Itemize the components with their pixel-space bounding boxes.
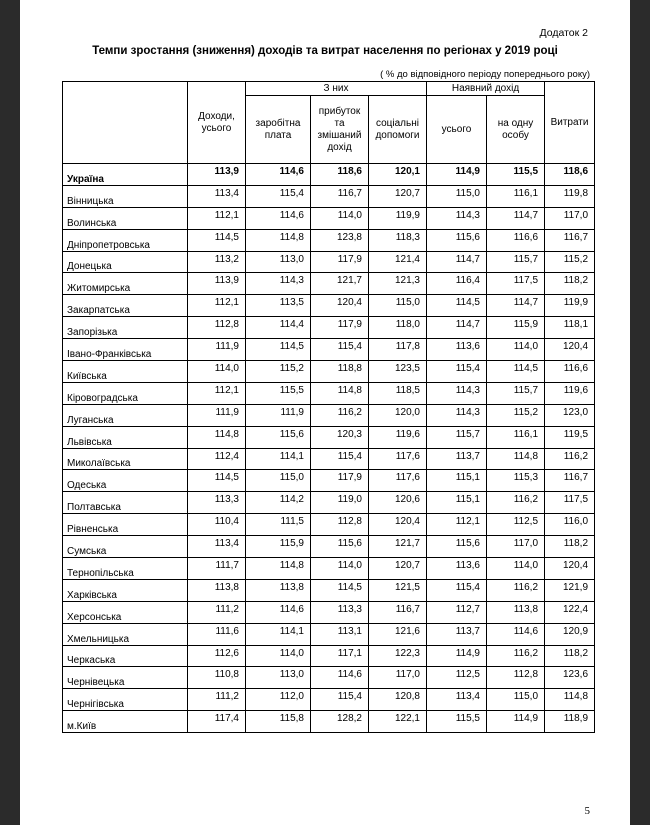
value-cell: 114,4 xyxy=(246,317,311,339)
value-cell: 116,7 xyxy=(545,229,595,251)
value-cell: 117,0 xyxy=(369,667,427,689)
value-cell: 116,1 xyxy=(487,185,545,207)
value-cell: 115,2 xyxy=(487,404,545,426)
value-cell: 113,7 xyxy=(427,623,487,645)
value-cell: 113,8 xyxy=(188,579,246,601)
value-cell: 120,4 xyxy=(369,514,427,536)
value-cell: 114,0 xyxy=(246,645,311,667)
value-cell: 114,7 xyxy=(427,317,487,339)
header-profit: прибуток та змішаний дохід xyxy=(311,96,369,164)
value-cell: 115,0 xyxy=(246,470,311,492)
value-cell: 111,5 xyxy=(246,514,311,536)
table-row xyxy=(63,207,595,229)
table-row xyxy=(63,667,595,689)
table-row xyxy=(63,514,595,536)
value-cell: 120,0 xyxy=(369,404,427,426)
header-wages: заробітна плата xyxy=(246,96,311,164)
value-cell: 115,7 xyxy=(427,426,487,448)
value-cell: 120,7 xyxy=(369,558,427,580)
value-cell: 118,6 xyxy=(545,164,595,186)
value-cell: 114,9 xyxy=(487,711,545,733)
region-name: м.Київ xyxy=(63,711,188,733)
table-row xyxy=(63,382,595,404)
value-cell: 115,5 xyxy=(427,711,487,733)
region-name: Київська xyxy=(63,361,188,383)
units-note: ( % до відповідного періоду попереднього року) xyxy=(380,69,590,80)
value-cell: 113,2 xyxy=(188,251,246,273)
value-cell: 116,2 xyxy=(545,448,595,470)
header-disposable-income: Наявний дохід xyxy=(427,82,545,96)
value-cell: 115,3 xyxy=(487,470,545,492)
value-cell: 120,8 xyxy=(369,689,427,711)
value-cell: 115,1 xyxy=(427,470,487,492)
value-cell: 114,5 xyxy=(188,470,246,492)
value-cell: 123,0 xyxy=(545,404,595,426)
value-cell: 118,2 xyxy=(545,273,595,295)
value-cell: 120,4 xyxy=(311,295,369,317)
value-cell: 112,1 xyxy=(188,207,246,229)
value-cell: 116,0 xyxy=(545,514,595,536)
value-cell: 113,6 xyxy=(427,339,487,361)
value-cell: 115,7 xyxy=(487,382,545,404)
value-cell: 113,8 xyxy=(487,601,545,623)
region-name: Запорізька xyxy=(63,317,188,339)
value-cell: 111,9 xyxy=(188,339,246,361)
value-cell: 115,0 xyxy=(369,295,427,317)
value-cell: 114,8 xyxy=(246,558,311,580)
table-row xyxy=(63,295,595,317)
region-name: Житомирська xyxy=(63,273,188,295)
value-cell: 121,7 xyxy=(369,536,427,558)
value-cell: 123,6 xyxy=(545,667,595,689)
value-cell: 118,5 xyxy=(369,382,427,404)
value-cell: 118,1 xyxy=(545,317,595,339)
value-cell: 111,9 xyxy=(246,404,311,426)
table-body xyxy=(63,164,595,733)
value-cell: 113,3 xyxy=(188,492,246,514)
value-cell: 116,7 xyxy=(311,185,369,207)
value-cell: 116,7 xyxy=(369,601,427,623)
value-cell: 114,3 xyxy=(427,207,487,229)
value-cell: 114,1 xyxy=(246,448,311,470)
regional-income-table xyxy=(62,81,595,733)
table-row xyxy=(63,492,595,514)
value-cell: 114,5 xyxy=(246,339,311,361)
value-cell: 128,2 xyxy=(311,711,369,733)
value-cell: 121,9 xyxy=(545,579,595,601)
value-cell: 112,7 xyxy=(427,601,487,623)
value-cell: 117,0 xyxy=(487,536,545,558)
value-cell: 114,1 xyxy=(246,623,311,645)
value-cell: 112,0 xyxy=(246,689,311,711)
value-cell: 114,2 xyxy=(246,492,311,514)
region-name: Івано-Франківська xyxy=(63,339,188,361)
value-cell: 115,7 xyxy=(487,251,545,273)
value-cell: 119,9 xyxy=(369,207,427,229)
value-cell: 113,4 xyxy=(188,185,246,207)
value-cell: 113,6 xyxy=(427,558,487,580)
value-cell: 114,8 xyxy=(487,448,545,470)
value-cell: 115,9 xyxy=(487,317,545,339)
value-cell: 119,6 xyxy=(369,426,427,448)
value-cell: 114,0 xyxy=(188,361,246,383)
table-row xyxy=(63,558,595,580)
value-cell: 122,4 xyxy=(545,601,595,623)
value-cell: 115,4 xyxy=(311,689,369,711)
region-name: Тернопільська xyxy=(63,558,188,580)
value-cell: 114,6 xyxy=(246,207,311,229)
header-region xyxy=(63,82,188,164)
value-cell: 115,6 xyxy=(246,426,311,448)
value-cell: 117,6 xyxy=(369,448,427,470)
value-cell: 120,4 xyxy=(545,339,595,361)
value-cell: 117,9 xyxy=(311,317,369,339)
table-row xyxy=(63,689,595,711)
value-cell: 115,1 xyxy=(427,492,487,514)
value-cell: 115,0 xyxy=(487,689,545,711)
value-cell: 118,6 xyxy=(311,164,369,186)
value-cell: 114,7 xyxy=(487,207,545,229)
value-cell: 115,4 xyxy=(311,448,369,470)
value-cell: 115,4 xyxy=(427,361,487,383)
value-cell: 121,7 xyxy=(311,273,369,295)
value-cell: 115,4 xyxy=(246,185,311,207)
table-row xyxy=(63,645,595,667)
value-cell: 114,9 xyxy=(427,645,487,667)
value-cell: 113,9 xyxy=(188,273,246,295)
value-cell: 112,4 xyxy=(188,448,246,470)
region-name: Кіровоградська xyxy=(63,382,188,404)
document-page xyxy=(20,0,630,825)
table-row xyxy=(63,251,595,273)
value-cell: 110,8 xyxy=(188,667,246,689)
value-cell: 120,9 xyxy=(545,623,595,645)
value-cell: 119,9 xyxy=(545,295,595,317)
table-row xyxy=(63,317,595,339)
header-expenses: Витрати xyxy=(545,82,595,164)
value-cell: 117,1 xyxy=(311,645,369,667)
value-cell: 119,6 xyxy=(545,382,595,404)
region-name: Харківська xyxy=(63,579,188,601)
value-cell: 111,7 xyxy=(188,558,246,580)
value-cell: 112,5 xyxy=(427,667,487,689)
value-cell: 114,3 xyxy=(246,273,311,295)
table-row xyxy=(63,361,595,383)
value-cell: 114,6 xyxy=(487,623,545,645)
value-cell: 114,6 xyxy=(246,601,311,623)
table-row xyxy=(63,711,595,733)
region-name: Вінницька xyxy=(63,185,188,207)
value-cell: 119,8 xyxy=(545,185,595,207)
value-cell: 118,3 xyxy=(369,229,427,251)
value-cell: 114,3 xyxy=(427,382,487,404)
table-row xyxy=(63,579,595,601)
value-cell: 115,0 xyxy=(427,185,487,207)
header-disposable-total: усього xyxy=(427,96,487,164)
value-cell: 122,1 xyxy=(369,711,427,733)
value-cell: 114,7 xyxy=(427,251,487,273)
value-cell: 114,3 xyxy=(427,404,487,426)
value-cell: 121,5 xyxy=(369,579,427,601)
region-name: Рівненська xyxy=(63,514,188,536)
value-cell: 114,0 xyxy=(311,207,369,229)
region-name: Волинська xyxy=(63,207,188,229)
value-cell: 114,0 xyxy=(487,558,545,580)
value-cell: 115,4 xyxy=(311,339,369,361)
value-cell: 112,8 xyxy=(188,317,246,339)
value-cell: 115,6 xyxy=(427,229,487,251)
value-cell: 116,2 xyxy=(487,492,545,514)
value-cell: 115,4 xyxy=(427,579,487,601)
value-cell: 114,5 xyxy=(188,229,246,251)
value-cell: 114,5 xyxy=(311,579,369,601)
value-cell: 113,3 xyxy=(311,601,369,623)
value-cell: 110,4 xyxy=(188,514,246,536)
value-cell: 120,1 xyxy=(369,164,427,186)
header-per-person: на одну особу xyxy=(487,96,545,164)
value-cell: 118,0 xyxy=(369,317,427,339)
value-cell: 120,4 xyxy=(545,558,595,580)
value-cell: 113,4 xyxy=(427,689,487,711)
value-cell: 111,2 xyxy=(188,689,246,711)
header-social: соціальні допомоги xyxy=(369,96,427,164)
value-cell: 112,8 xyxy=(487,667,545,689)
value-cell: 115,6 xyxy=(427,536,487,558)
table-row xyxy=(63,185,595,207)
value-cell: 114,7 xyxy=(487,295,545,317)
value-cell: 123,8 xyxy=(311,229,369,251)
region-name: Сумська xyxy=(63,536,188,558)
value-cell: 112,6 xyxy=(188,645,246,667)
appendix-label: Додаток 2 xyxy=(539,27,588,39)
value-cell: 118,2 xyxy=(545,536,595,558)
region-name: Полтавська xyxy=(63,492,188,514)
value-cell: 115,9 xyxy=(246,536,311,558)
table-row xyxy=(63,229,595,251)
value-cell: 120,3 xyxy=(311,426,369,448)
value-cell: 114,0 xyxy=(487,339,545,361)
value-cell: 114,8 xyxy=(188,426,246,448)
region-name: Хмельницька xyxy=(63,623,188,645)
region-name: Миколаївська xyxy=(63,448,188,470)
value-cell: 114,9 xyxy=(427,164,487,186)
value-cell: 117,6 xyxy=(369,470,427,492)
header-total-income: Доходи, усього xyxy=(188,82,246,164)
value-cell: 119,5 xyxy=(545,426,595,448)
value-cell: 117,9 xyxy=(311,470,369,492)
table-row xyxy=(63,623,595,645)
table-row xyxy=(63,273,595,295)
value-cell: 121,3 xyxy=(369,273,427,295)
value-cell: 117,4 xyxy=(188,711,246,733)
table-title: Темпи зростання (зниження) доходів та витрат населення по регіонах у 2019 році xyxy=(92,45,558,57)
value-cell: 111,2 xyxy=(188,601,246,623)
region-name: Чернівецька xyxy=(63,667,188,689)
value-cell: 116,1 xyxy=(487,426,545,448)
value-cell: 121,4 xyxy=(369,251,427,273)
value-cell: 121,6 xyxy=(369,623,427,645)
value-cell: 116,2 xyxy=(487,645,545,667)
value-cell: 111,6 xyxy=(188,623,246,645)
value-cell: 116,6 xyxy=(487,229,545,251)
table-row xyxy=(63,448,595,470)
value-cell: 114,5 xyxy=(487,361,545,383)
value-cell: 112,1 xyxy=(427,514,487,536)
value-cell: 116,2 xyxy=(311,404,369,426)
value-cell: 116,4 xyxy=(427,273,487,295)
value-cell: 115,6 xyxy=(311,536,369,558)
value-cell: 113,4 xyxy=(188,536,246,558)
region-name: Луганська xyxy=(63,404,188,426)
value-cell: 117,9 xyxy=(311,251,369,273)
value-cell: 115,5 xyxy=(246,382,311,404)
value-cell: 113,1 xyxy=(311,623,369,645)
table-row xyxy=(63,470,595,492)
region-name: Одеська xyxy=(63,470,188,492)
value-cell: 114,8 xyxy=(246,229,311,251)
value-cell: 114,8 xyxy=(311,382,369,404)
table-row xyxy=(63,426,595,448)
region-name: Чернігівська xyxy=(63,689,188,711)
table-row xyxy=(63,601,595,623)
value-cell: 114,6 xyxy=(246,164,311,186)
region-name: Закарпатська xyxy=(63,295,188,317)
value-cell: 117,0 xyxy=(545,207,595,229)
region-name: Черкаська xyxy=(63,645,188,667)
value-cell: 115,2 xyxy=(545,251,595,273)
table-row xyxy=(63,164,595,186)
value-cell: 112,5 xyxy=(487,514,545,536)
value-cell: 122,3 xyxy=(369,645,427,667)
value-cell: 111,9 xyxy=(188,404,246,426)
value-cell: 116,2 xyxy=(487,579,545,601)
region-name: Львівська xyxy=(63,426,188,448)
value-cell: 114,6 xyxy=(311,667,369,689)
header-of-them: З них xyxy=(246,82,427,96)
table-row xyxy=(63,536,595,558)
value-cell: 119,0 xyxy=(311,492,369,514)
value-cell: 114,0 xyxy=(311,558,369,580)
value-cell: 114,8 xyxy=(545,689,595,711)
region-name: Дніпропетровська xyxy=(63,229,188,251)
value-cell: 117,5 xyxy=(487,273,545,295)
region-name: Донецька xyxy=(63,251,188,273)
value-cell: 115,2 xyxy=(246,361,311,383)
value-cell: 123,5 xyxy=(369,361,427,383)
value-cell: 115,5 xyxy=(487,164,545,186)
region-name: Україна xyxy=(63,164,188,186)
value-cell: 118,9 xyxy=(545,711,595,733)
value-cell: 113,5 xyxy=(246,295,311,317)
value-cell: 113,0 xyxy=(246,667,311,689)
region-name: Херсонська xyxy=(63,601,188,623)
value-cell: 117,8 xyxy=(369,339,427,361)
table-row xyxy=(63,339,595,361)
value-cell: 116,7 xyxy=(545,470,595,492)
value-cell: 112,1 xyxy=(188,382,246,404)
value-cell: 113,9 xyxy=(188,164,246,186)
table-row xyxy=(63,404,595,426)
value-cell: 112,8 xyxy=(311,514,369,536)
value-cell: 116,6 xyxy=(545,361,595,383)
value-cell: 114,5 xyxy=(427,295,487,317)
value-cell: 120,7 xyxy=(369,185,427,207)
value-cell: 118,2 xyxy=(545,645,595,667)
value-cell: 118,8 xyxy=(311,361,369,383)
page-number: 5 xyxy=(584,805,590,817)
value-cell: 113,0 xyxy=(246,251,311,273)
value-cell: 120,6 xyxy=(369,492,427,514)
value-cell: 117,5 xyxy=(545,492,595,514)
value-cell: 113,8 xyxy=(246,579,311,601)
value-cell: 113,7 xyxy=(427,448,487,470)
value-cell: 115,8 xyxy=(246,711,311,733)
value-cell: 112,1 xyxy=(188,295,246,317)
